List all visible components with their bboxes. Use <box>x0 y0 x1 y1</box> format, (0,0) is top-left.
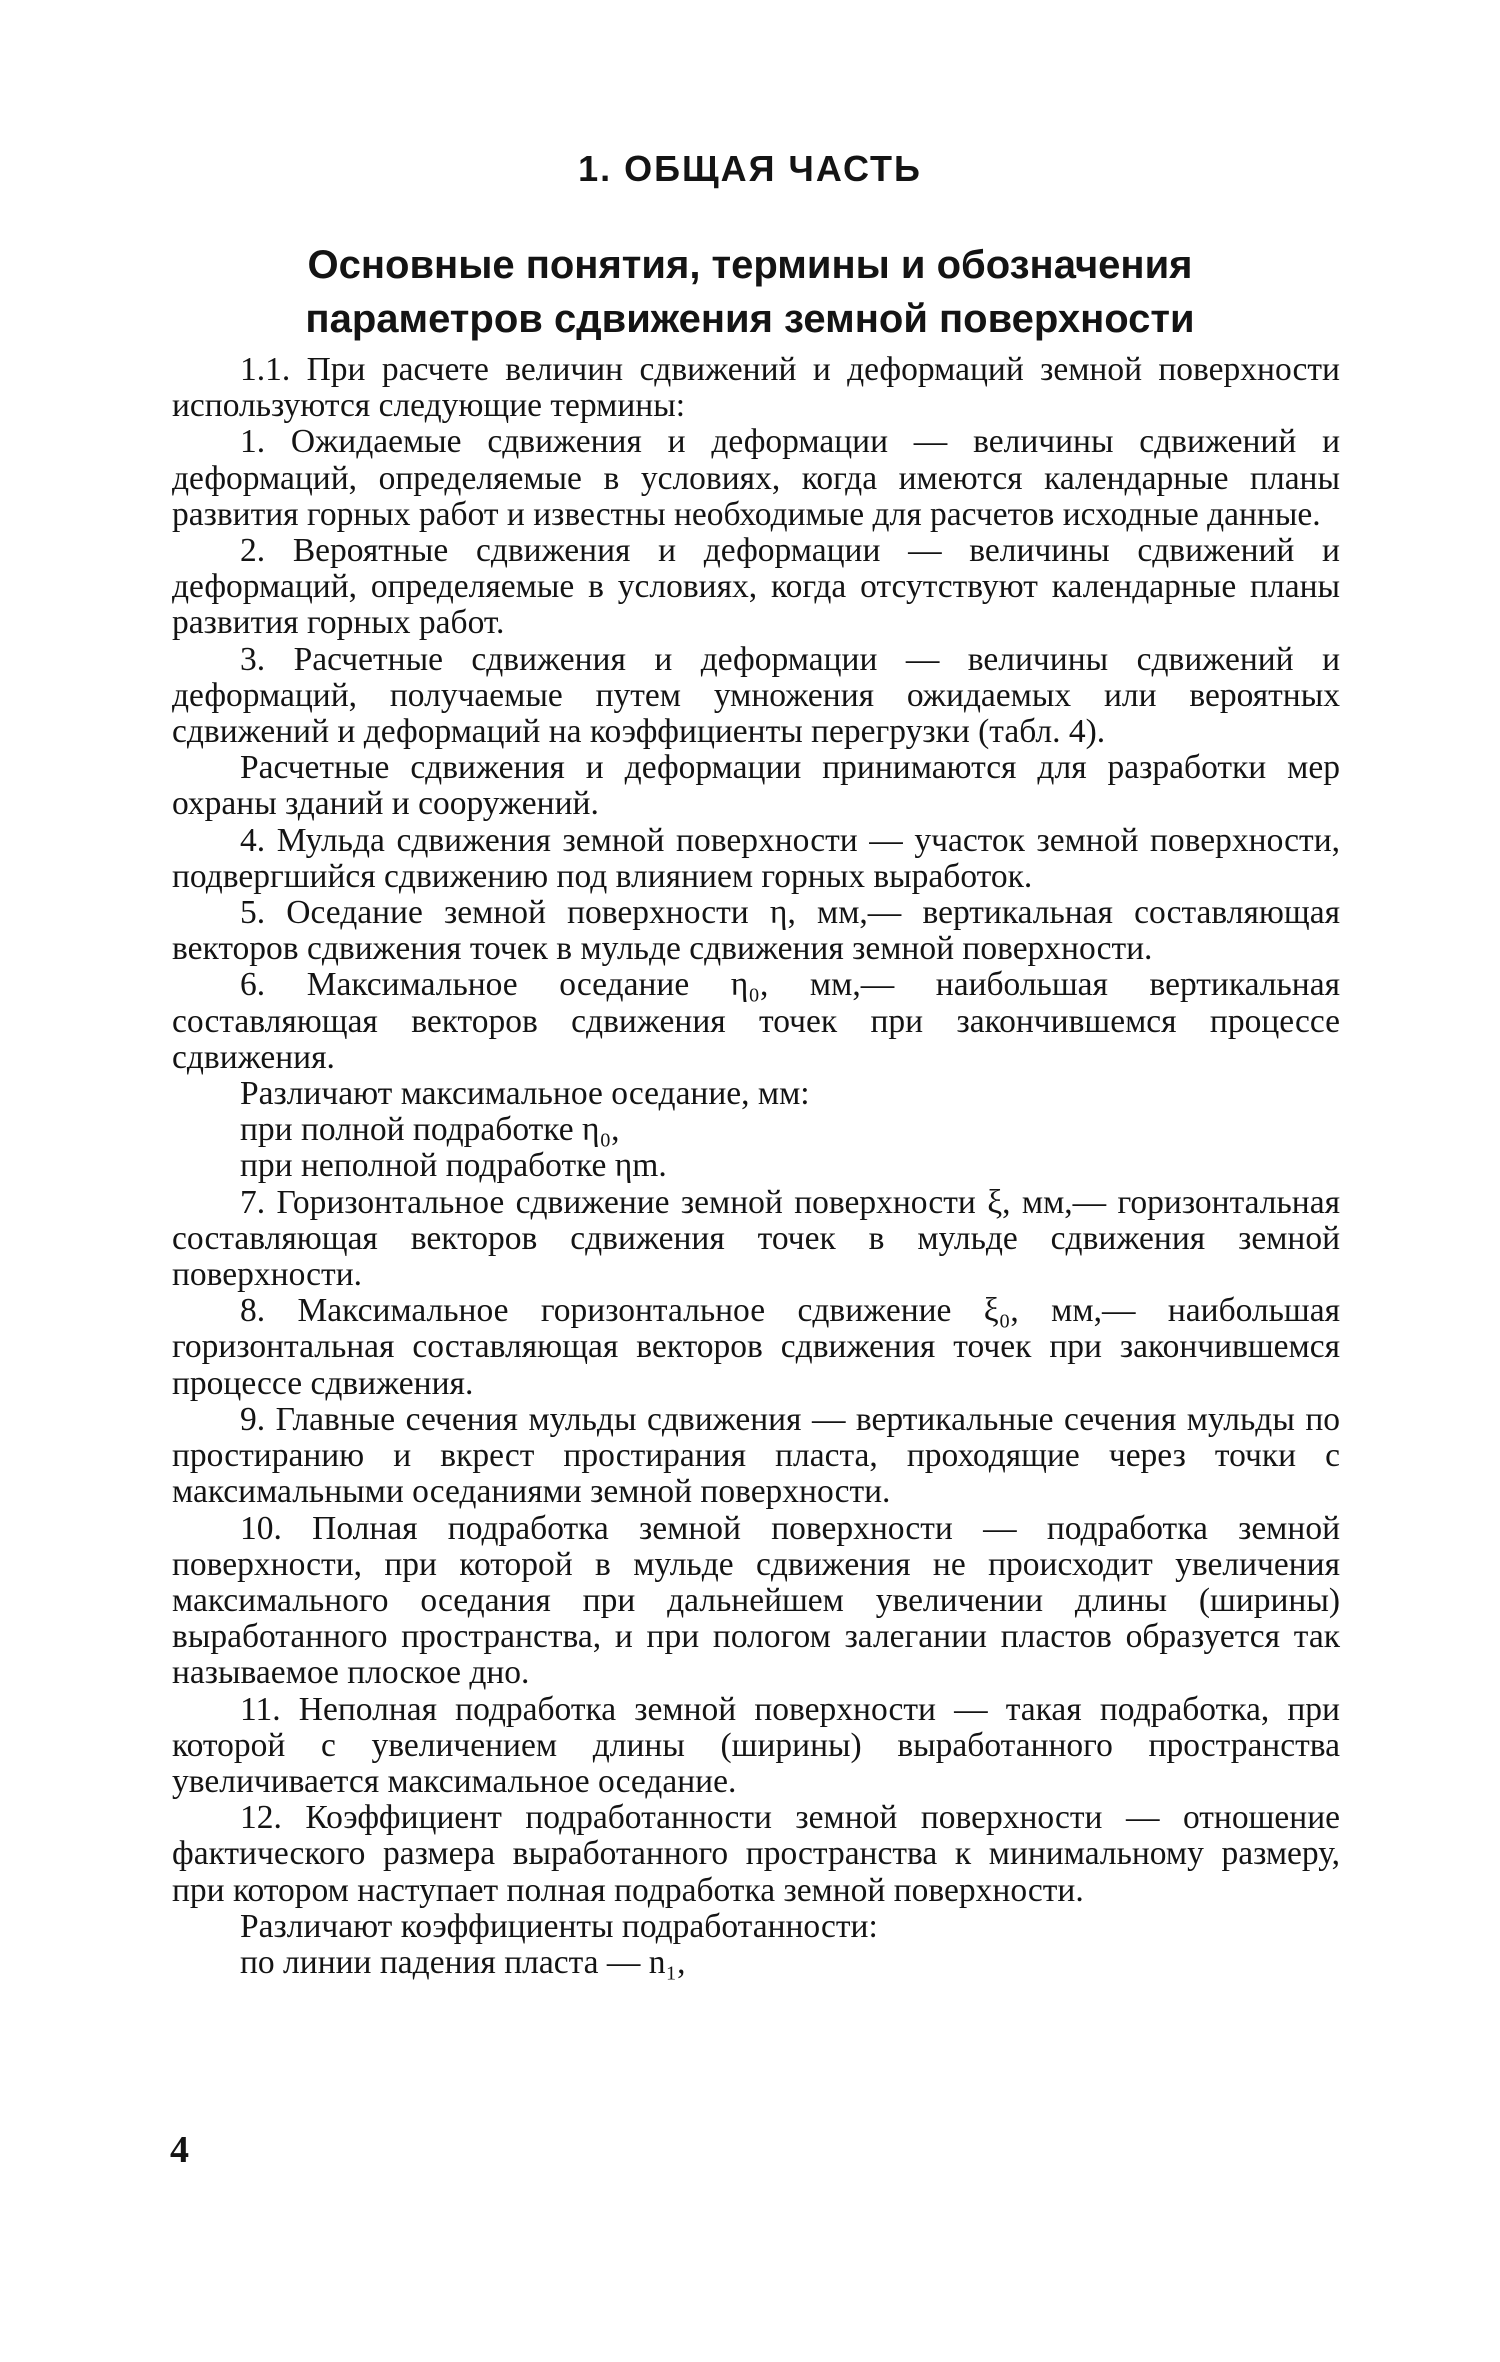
paragraph: 4. Мульда сдвижения земной поверхности — участок земной поверхности, подвергшийся сдвижению под влиянием горных выработок. <box>172 821 1340 895</box>
paragraph: 1. Ожидаемые сдвижения и деформации — величины сдвижений и деформаций, определяемые в условиях, когда имеются календарные планы развития горных работ и известны необходимые для расчетов исходные данные. <box>172 423 1340 533</box>
subtitle-line-2: параметров сдвижения земной поверхности <box>305 297 1195 341</box>
section-title: 1. ОБЩАЯ ЧАСТЬ <box>578 148 922 189</box>
paragraph: 2. Вероятные сдвижения и деформации — величины сдвижений и деформаций, определяемые в условиях, когда отсутствуют календарные планы развития горных работ. <box>172 532 1340 642</box>
paragraph: при полной подработке η₀, <box>240 1111 620 1149</box>
paragraph: Расчетные сдвижения и деформации принимаются для разработки мер охраны зданий и сооружений. <box>172 749 1340 823</box>
paragraph: 8. Максимальное горизонтальное сдвижение ξ₀, мм,— наибольшая горизонтальная составляющая векторов сдвижения точек при закончившемся процессе сдвижения. <box>172 1292 1340 1402</box>
paragraph: 3. Расчетные сдвижения и деформации — величины сдвижений и деформаций, получаемые путем умножения ожидаемых или вероятных сдвижений и деформаций на коэффициенты перегрузки (табл. 4). <box>172 640 1340 751</box>
paragraph: 10. Полная подработка земной поверхности — подработка земной поверхности, при которой в мульде сдвижения не происходит увеличения максимального оседания при дальнейшем увеличении длины (ширины) выработанного пространства, и при пологом залегании пластов образуется так называемое плоское дно. <box>172 1509 1340 1692</box>
paragraph: 1.1. При расчете величин сдвижений и деформаций земной поверхности используются следующие термины: <box>172 351 1340 425</box>
body-text <box>172 352 1340 1981</box>
paragraph: при неполной подработке ηm. <box>240 1147 667 1185</box>
paragraph: 9. Главные сечения мульды сдвижения — вертикальные сечения мульды по простиранию и вкрест простирания пласта, проходящие через точки с максимальными оседаниями земной поверхности. <box>172 1400 1340 1511</box>
paragraph: 6. Максимальное оседание η₀, мм,— наибольшая вертикальная составляющая векторов сдвижения точек при закончившемся процессе сдвижения. <box>172 966 1340 1076</box>
paragraph: 12. Коэффициент подработанности земной поверхности — отношение фактического размера выработанного пространства к минимальному размеру, при котором наступает полная подработка земной поверхности. <box>172 1799 1340 1909</box>
paragraph: 7. Горизонтальное сдвижение земной поверхности ξ, мм,— горизонтальная составляющая векторов сдвижения точек в мульде сдвижения земной поверхности. <box>172 1183 1340 1294</box>
paragraph: Различают максимальное оседание, мм: <box>240 1075 810 1113</box>
paragraph: Различают коэффициенты подработанности: <box>240 1907 878 1945</box>
paragraph: по линии падения пласта — n₁, <box>240 1943 686 1981</box>
subtitle-line-1: Основные понятия, термины и обозначения <box>307 243 1193 287</box>
subtitle <box>0 238 1500 346</box>
paragraph: 11. Неполная подработка земной поверхности — такая подработка, при которой с увеличением длины (ширины) выработанного пространства увеличивается максимальное оседание. <box>172 1690 1340 1800</box>
page-number: 4 <box>170 2129 189 2171</box>
paragraph: 5. Оседание земной поверхности η, мм,— вертикальная составляющая векторов сдвижения точек в мульде сдвижения земной поверхности. <box>172 894 1340 968</box>
